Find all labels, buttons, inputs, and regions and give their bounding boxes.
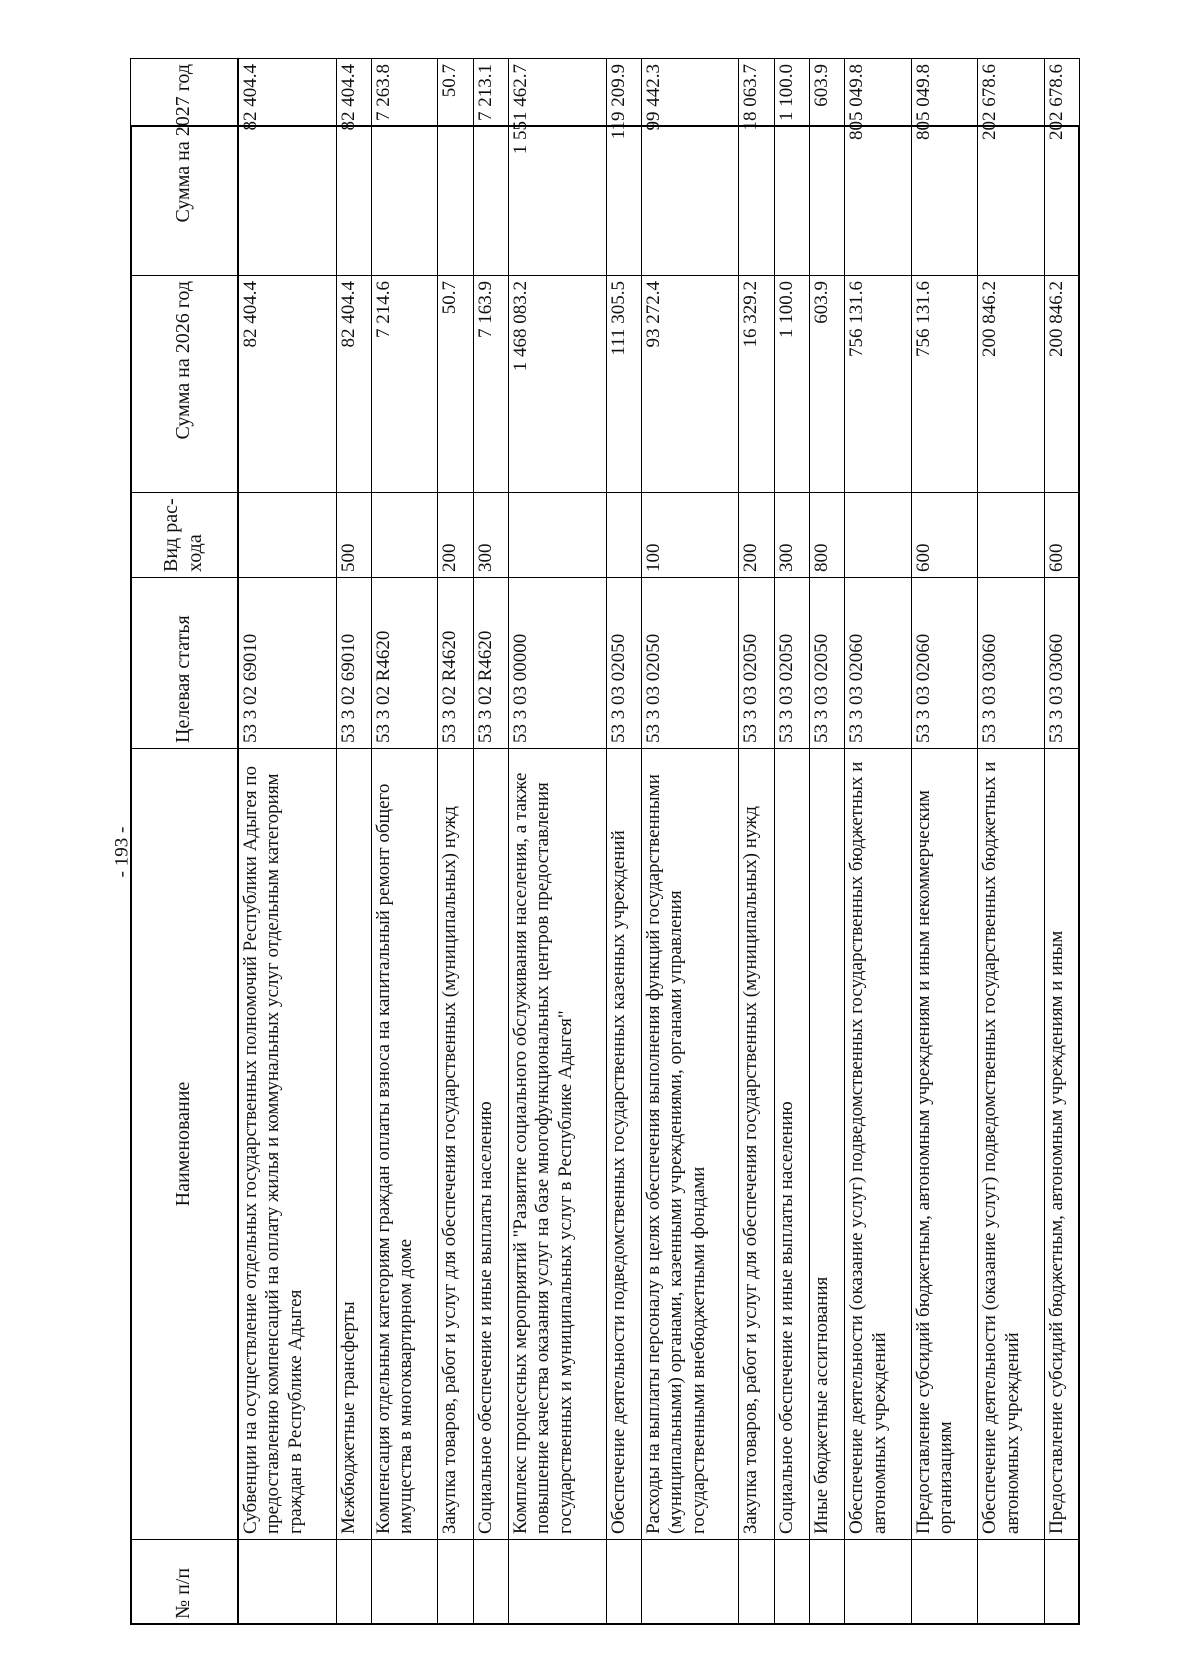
cell-kind <box>978 493 1044 578</box>
cell-name: Предоставление субсидий бюджетным, автономным учреждениям и иным <box>1044 749 1079 1540</box>
header-sum-2026: Сумма на 2026 год <box>131 276 239 493</box>
header-num: № п/п <box>131 1540 239 1625</box>
cell-kind: 500 <box>336 493 371 578</box>
cell-sum-2026: 200 846.2 <box>1044 276 1079 493</box>
cell-kind: 100 <box>641 493 739 578</box>
cell-code: 53 3 03 00000 <box>509 578 607 749</box>
cell-num <box>238 1540 336 1625</box>
cell-sum-2027: 603.9 <box>810 59 845 276</box>
cell-num <box>774 1540 809 1625</box>
page-number-text: - 193 - <box>111 826 132 878</box>
budget-table-rotated <box>130 64 1080 1625</box>
table-row <box>978 59 1044 1625</box>
header-code: Целевая статья <box>131 578 239 749</box>
cell-sum-2027: 18 063.7 <box>739 59 774 276</box>
cell-name: Расходы на выплаты персоналу в целях обеспечения выполнения функций государственными (муниципальными) органами, казенными учреждениями, органами управления государственными внебюджетными фондами <box>641 749 739 1540</box>
cell-sum-2027: 119 209.9 <box>606 59 641 276</box>
cell-code: 53 3 03 02060 <box>911 578 977 749</box>
cell-sum-2027: 50.7 <box>438 59 473 276</box>
cell-num <box>911 1540 977 1625</box>
cell-sum-2026: 82 404.4 <box>336 276 371 493</box>
cell-sum-2026: 1 100.0 <box>774 276 809 493</box>
cell-sum-2027: 805 049.8 <box>845 59 911 276</box>
header-sum-2027: Сумма на 2027 год <box>131 59 239 276</box>
cell-num <box>1044 1540 1079 1625</box>
cell-num <box>641 1540 739 1625</box>
cell-code: 53 3 03 03060 <box>978 578 1044 749</box>
cell-kind: 200 <box>438 493 473 578</box>
table-row <box>845 59 911 1625</box>
cell-sum-2026: 200 846.2 <box>978 276 1044 493</box>
cell-num <box>336 1540 371 1625</box>
cell-kind: 800 <box>810 493 845 578</box>
cell-sum-2026: 603.9 <box>810 276 845 493</box>
cell-name: Иные бюджетные ассигнования <box>810 749 845 1540</box>
cell-code: 53 3 02 R4620 <box>372 578 438 749</box>
cell-sum-2027: 202 678.6 <box>1044 59 1079 276</box>
cell-num <box>739 1540 774 1625</box>
cell-sum-2027: 7 213.1 <box>473 59 508 276</box>
table-row <box>810 59 845 1625</box>
cell-sum-2026: 7 163.9 <box>473 276 508 493</box>
cell-sum-2027: 805 049.8 <box>911 59 977 276</box>
header-name: Наименование <box>131 749 239 1540</box>
cell-code: 53 3 03 03060 <box>1044 578 1079 749</box>
budget-table-frame <box>130 64 1080 1625</box>
cell-name: Компенсация отдельным категориям граждан оплаты взноса на капитальный ремонт общего имущества в многоквартирном доме <box>372 749 438 1540</box>
cell-sum-2027: 7 263.8 <box>372 59 438 276</box>
cell-name: Предоставление субсидий бюджетным, автономным учреждениям и иным некоммерческим организациям <box>911 749 977 1540</box>
table-row <box>739 59 774 1625</box>
cell-code: 53 3 03 02050 <box>739 578 774 749</box>
table-row <box>606 59 641 1625</box>
cell-num <box>978 1540 1044 1625</box>
table-row <box>336 59 371 1625</box>
cell-sum-2027: 202 678.6 <box>978 59 1044 276</box>
table-row <box>911 59 977 1625</box>
cell-kind <box>606 493 641 578</box>
cell-num <box>509 1540 607 1625</box>
cell-name: Обеспечение деятельности (оказание услуг) подведомственных государственных бюджетных и автономных учреждений <box>978 749 1044 1540</box>
table-row <box>238 59 336 1625</box>
table-row <box>774 59 809 1625</box>
cell-name: Комплекс процессных мероприятий "Развитие социального обслуживания населения, а также повышение качества оказания услуг на базе многофункциональных центров предоставления государственных и муниципальных услуг в Республике Адыгея" <box>509 749 607 1540</box>
cell-num <box>372 1540 438 1625</box>
cell-kind <box>238 493 336 578</box>
cell-name: Закупка товаров, работ и услуг для обеспечения государственных (муниципальных) нужд <box>438 749 473 1540</box>
cell-name: Социальное обеспечение и иные выплаты населению <box>473 749 508 1540</box>
cell-sum-2026: 756 131.6 <box>911 276 977 493</box>
cell-name: Социальное обеспечение и иные выплаты населению <box>774 749 809 1540</box>
cell-name: Обеспечение деятельности подведомственных государственных казенных учреждений <box>606 749 641 1540</box>
cell-num <box>810 1540 845 1625</box>
cell-num <box>473 1540 508 1625</box>
cell-sum-2027: 82 404.4 <box>238 59 336 276</box>
cell-sum-2026: 111 305.5 <box>606 276 641 493</box>
cell-sum-2027: 82 404.4 <box>336 59 371 276</box>
cell-code: 53 3 03 02050 <box>641 578 739 749</box>
cell-kind <box>372 493 438 578</box>
cell-code: 53 3 03 02050 <box>606 578 641 749</box>
cell-num <box>438 1540 473 1625</box>
cell-sum-2027: 1 551 462.7 <box>509 59 607 276</box>
table-row <box>509 59 607 1625</box>
cell-code: 53 3 03 02050 <box>810 578 845 749</box>
cell-code: 53 3 02 R4620 <box>473 578 508 749</box>
cell-kind <box>845 493 911 578</box>
cell-name: Межбюджетные трансферты <box>336 749 371 1540</box>
cell-num <box>606 1540 641 1625</box>
table-row <box>438 59 473 1625</box>
cell-code: 53 3 02 69010 <box>238 578 336 749</box>
table-header-row <box>131 59 239 1625</box>
cell-sum-2026: 16 329.2 <box>739 276 774 493</box>
cell-sum-2026: 756 131.6 <box>845 276 911 493</box>
cell-name: Закупка товаров, работ и услуг для обеспечения государственных (муниципальных) нужд <box>739 749 774 1540</box>
cell-sum-2027: 1 100.0 <box>774 59 809 276</box>
cell-kind: 600 <box>1044 493 1079 578</box>
cell-sum-2026: 93 272.4 <box>641 276 739 493</box>
budget-table <box>130 58 1080 1625</box>
cell-code: 53 3 03 02060 <box>845 578 911 749</box>
cell-sum-2026: 50.7 <box>438 276 473 493</box>
cell-sum-2026: 82 404.4 <box>238 276 336 493</box>
cell-kind: 300 <box>473 493 508 578</box>
cell-sum-2027: 99 442.3 <box>641 59 739 276</box>
header-kind: Вид рас-хода <box>131 493 239 578</box>
cell-code: 53 3 03 02050 <box>774 578 809 749</box>
cell-code: 53 3 02 69010 <box>336 578 371 749</box>
table-row <box>1044 59 1079 1625</box>
table-body <box>238 59 1080 1625</box>
cell-code: 53 3 02 R4620 <box>438 578 473 749</box>
cell-kind: 300 <box>774 493 809 578</box>
cell-num <box>845 1540 911 1625</box>
cell-kind: 200 <box>739 493 774 578</box>
cell-sum-2026: 7 214.6 <box>372 276 438 493</box>
table-row <box>473 59 508 1625</box>
cell-name: Обеспечение деятельности (оказание услуг) подведомственных государственных бюджетных и автономных учреждений <box>845 749 911 1540</box>
cell-kind: 600 <box>911 493 977 578</box>
cell-name: Субвенции на осуществление отдельных государственных полномочий Республики Адыгея по предоставлению компенсаций на оплату жилья и коммунальных услуг отдельным категориям граждан в Республике Адыгея <box>238 749 336 1540</box>
table-row <box>372 59 438 1625</box>
cell-kind <box>509 493 607 578</box>
table-row <box>641 59 739 1625</box>
cell-sum-2026: 1 468 083.2 <box>509 276 607 493</box>
